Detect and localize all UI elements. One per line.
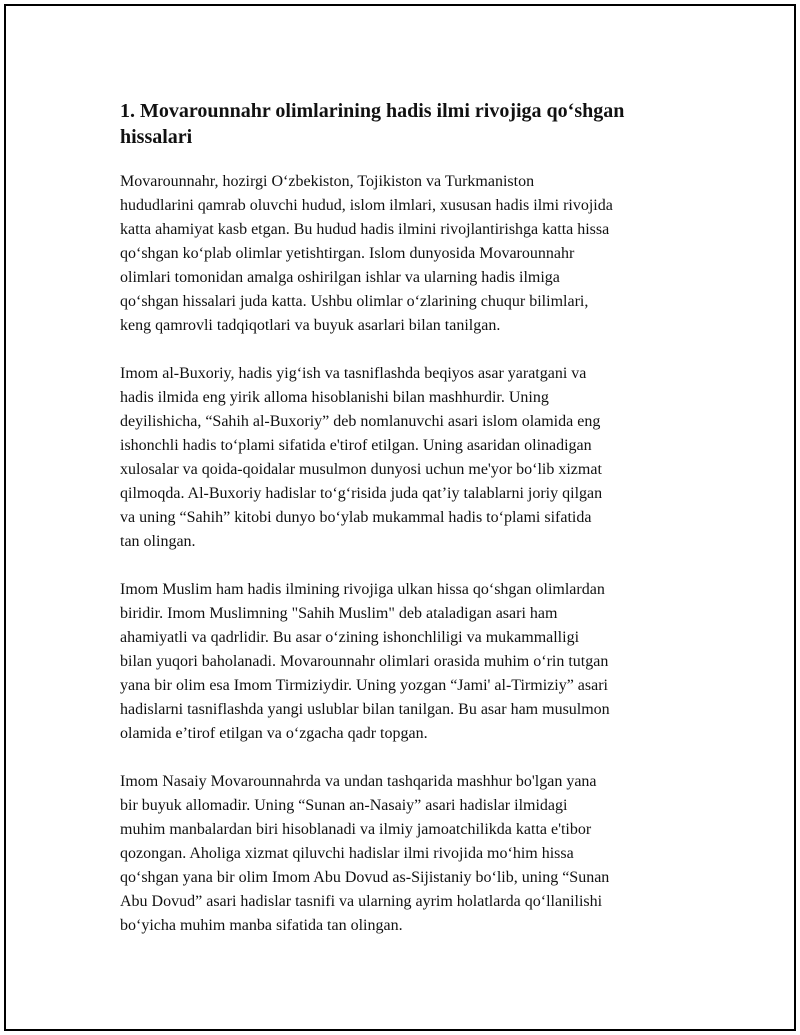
section-title bbox=[120, 98, 692, 150]
text-line: hadis ilmida eng yirik alloma hisoblanishi bilan mashhurdir. Uning bbox=[120, 389, 549, 406]
title-line: 1. Movarounnahr olimlarining hadis ilmi rivojiga qo‘shgan bbox=[120, 100, 625, 122]
paragraph-4 bbox=[120, 770, 692, 938]
text-line: Abu Dovud” asari hadislar tasnifi va ularning ayrim holatlarda qo‘llanilishi bbox=[120, 893, 603, 910]
text-line: Imom Nasaiy Movarounnahrda va undan tashqarida mashhur bo'lgan yana bbox=[120, 773, 597, 790]
text-line: qilmoqda. Al-Buxoriy hadislar to‘g‘risida juda qat’iy talablarni joriy qilgan bbox=[120, 485, 603, 502]
text-line: muhim manbalardan biri hisoblanadi va ilmiy jamoatchilikda katta e'tibor bbox=[120, 821, 592, 838]
text-line: keng qamrovli tadqiqotlari va buyuk asarlari bilan tanilgan. bbox=[120, 317, 501, 334]
text-line: bir buyuk allomadir. Uning “Sunan an-Nasaiy” asari hadislar ilmidagi bbox=[120, 797, 568, 814]
text-line: deyilishicha, “Sahih al-Buxoriy” deb nomlanuvchi asari islom olamida eng bbox=[120, 413, 601, 430]
text-line: katta ahamiyat kasb etgan. Bu hudud hadis ilmini rivojlantirishga katta hissa bbox=[120, 221, 610, 238]
text-line: ahamiyatli va qadrlidir. Bu asar o‘zining ishonchliligi va mukammalligi bbox=[120, 629, 580, 646]
text-line: ishonchli hadis to‘plami sifatida e'tirof etilgan. Uning asaridan olinadigan bbox=[120, 437, 592, 454]
text-line: biridir. Imom Muslimning "Sahih Muslim" deb ataladigan asari ham bbox=[120, 605, 558, 622]
document-body bbox=[120, 98, 692, 962]
text-line: xulosalar va qoida-qoidalar musulmon dunyosi uchun me'yor bo‘lib xizmat bbox=[120, 461, 602, 478]
text-line: olamida e’tirof etilgan va o‘zgacha qadr topgan. bbox=[120, 725, 428, 742]
text-line: olimlari tomonidan amalga oshirilgan ishlar va ularning hadis ilmiga bbox=[120, 269, 560, 286]
text-line: yana bir olim esa Imom Tirmiziydir. Uning yozgan “Jami' al-Tirmiziy” asari bbox=[120, 677, 608, 694]
text-line: va uning “Sahih” kitobi dunyo bo‘ylab mukammal hadis to‘plami sifatida bbox=[120, 509, 592, 526]
text-line: hadislarni tasniflashda yangi uslublar bilan tanilgan. Bu asar ham musulmon bbox=[120, 701, 610, 718]
text-line: qo‘shgan hissalari juda katta. Ushbu olimlar o‘zlarining chuqur bilimlari, bbox=[120, 293, 589, 310]
text-line: Movarounnahr, hozirgi O‘zbekiston, Tojikiston va Turkmaniston bbox=[120, 173, 535, 190]
text-line: bo‘yicha muhim manba sifatida tan olingan. bbox=[120, 917, 403, 934]
paragraph-2 bbox=[120, 362, 692, 554]
paragraph-3 bbox=[120, 578, 692, 746]
paragraph-1 bbox=[120, 170, 692, 338]
text-line: Imom al-Buxoriy, hadis yig‘ish va tasniflashda beqiyos asar yaratgani va bbox=[120, 365, 587, 382]
text-line: hududlarini qamrab oluvchi hudud, islom ilmlari, xususan hadis ilmi rivojida bbox=[120, 197, 613, 214]
text-line: tan olingan. bbox=[120, 533, 196, 550]
page-frame bbox=[4, 4, 796, 1031]
text-line: qozongan. Aholiga xizmat qiluvchi hadislar ilmi rivojida mo‘him hissa bbox=[120, 845, 574, 862]
text-line: bilan yuqori baholanadi. Movarounnahr olimlari orasida muhim o‘rin tutgan bbox=[120, 653, 609, 670]
text-line: qo‘shgan ko‘plab olimlar yetishtirgan. Islom dunyosida Movarounnahr bbox=[120, 245, 575, 262]
text-line: Imom Muslim ham hadis ilmining rivojiga ulkan hissa qo‘shgan olimlardan bbox=[120, 581, 605, 598]
text-line: qo‘shgan yana bir olim Imom Abu Dovud as-Sijistaniy bo‘lib, uning “Sunan bbox=[120, 869, 610, 886]
title-line: hissalari bbox=[120, 126, 193, 148]
